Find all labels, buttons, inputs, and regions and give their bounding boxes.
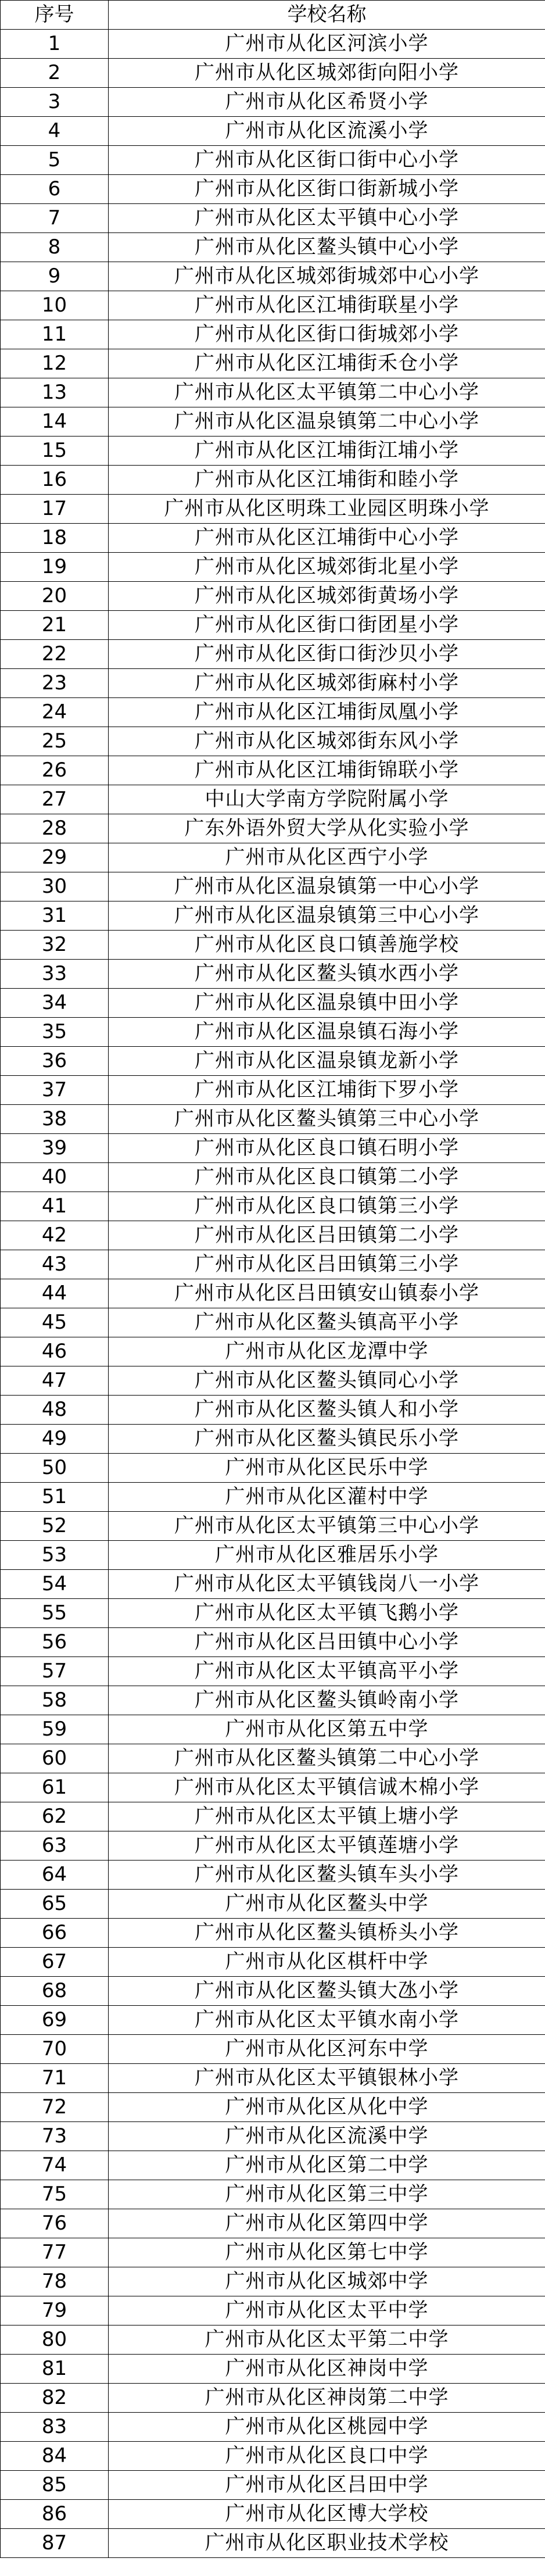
table-row <box>1 611 545 640</box>
row-index: 12 <box>1 349 109 378</box>
row-school-name: 广州市从化区江埔街和睦小学 <box>109 466 545 495</box>
row-index: 22 <box>1 640 109 669</box>
table-row <box>1 117 545 146</box>
row-school-name: 广州市从化区河滨小学 <box>109 30 545 59</box>
row-index: 39 <box>1 1134 109 1163</box>
table-row <box>1 349 545 378</box>
row-school-name: 广州市从化区鳌头镇水西小学 <box>109 960 545 989</box>
table-row <box>1 960 545 989</box>
row-index: 65 <box>1 1890 109 1919</box>
table-row <box>1 1076 545 1105</box>
row-school-name: 广州市从化区民乐中学 <box>109 1454 545 1483</box>
table-row <box>1 1831 545 1861</box>
table-row <box>1 553 545 582</box>
table-row <box>1 2471 545 2500</box>
table-row <box>1 1337 545 1366</box>
row-school-name: 广州市从化区鳌头镇民乐小学 <box>109 1425 545 1454</box>
row-index: 18 <box>1 524 109 553</box>
row-school-name: 广州市从化区博大学校 <box>109 2500 545 2529</box>
table-row <box>1 901 545 931</box>
row-school-name: 广州市从化区太平第二中学 <box>109 2325 545 2355</box>
row-school-name: 广州市从化区鳌头镇高平小学 <box>109 1308 545 1337</box>
row-index: 55 <box>1 1599 109 1628</box>
row-index: 78 <box>1 2267 109 2296</box>
table-row <box>1 843 545 872</box>
row-school-name: 广州市从化区西宁小学 <box>109 843 545 872</box>
row-school-name: 广东外语外贸大学从化实验小学 <box>109 814 545 843</box>
row-index: 61 <box>1 1773 109 1802</box>
row-index: 15 <box>1 437 109 466</box>
row-index: 4 <box>1 117 109 146</box>
row-index: 35 <box>1 1018 109 1047</box>
row-school-name: 广州市从化区城郊街城郊中心小学 <box>109 262 545 291</box>
row-school-name: 广州市从化区鳌头镇第三中心小学 <box>109 1105 545 1134</box>
row-index: 7 <box>1 204 109 233</box>
row-index: 83 <box>1 2413 109 2442</box>
row-index: 40 <box>1 1163 109 1192</box>
table-row <box>1 2529 545 2558</box>
row-index: 66 <box>1 1919 109 1948</box>
row-school-name: 广州市从化区太平镇莲塘小学 <box>109 1831 545 1861</box>
row-index: 87 <box>1 2529 109 2558</box>
table-row <box>1 2325 545 2355</box>
table-row <box>1 1105 545 1134</box>
table-row <box>1 2267 545 2296</box>
row-index: 58 <box>1 1686 109 1715</box>
table-row <box>1 872 545 901</box>
row-school-name: 广州市从化区鳌头镇大氹小学 <box>109 1977 545 2006</box>
row-school-name: 广州市从化区街口街团星小学 <box>109 611 545 640</box>
table-row <box>1 669 545 698</box>
row-school-name: 广州市从化区良口中学 <box>109 2442 545 2471</box>
row-school-name: 广州市从化区吕田镇中心小学 <box>109 1628 545 1657</box>
row-school-name: 广州市从化区神岗中学 <box>109 2355 545 2384</box>
row-index: 76 <box>1 2209 109 2238</box>
row-index: 24 <box>1 698 109 727</box>
row-school-name: 广州市从化区吕田镇第三小学 <box>109 1250 545 1279</box>
row-index: 30 <box>1 872 109 901</box>
table-row <box>1 1279 545 1308</box>
row-index: 80 <box>1 2325 109 2355</box>
row-index: 77 <box>1 2238 109 2267</box>
table-row <box>1 1308 545 1337</box>
row-index: 29 <box>1 843 109 872</box>
row-index: 13 <box>1 378 109 407</box>
table-row <box>1 2500 545 2529</box>
table-row <box>1 1134 545 1163</box>
row-index: 54 <box>1 1570 109 1599</box>
table-row <box>1 1948 545 1977</box>
row-school-name: 广州市从化区职业技术学校 <box>109 2529 545 2558</box>
row-index: 11 <box>1 320 109 349</box>
row-school-name: 广州市从化区吕田镇第二小学 <box>109 1221 545 1250</box>
table-row <box>1 814 545 843</box>
row-school-name: 广州市从化区温泉镇第二中心小学 <box>109 407 545 437</box>
row-school-name: 广州市从化区良口镇善施学校 <box>109 931 545 960</box>
table-row <box>1 989 545 1018</box>
row-index: 27 <box>1 785 109 814</box>
row-school-name: 广州市从化区城郊街向阳小学 <box>109 59 545 88</box>
row-index: 56 <box>1 1628 109 1657</box>
row-index: 47 <box>1 1366 109 1396</box>
row-index: 71 <box>1 2064 109 2093</box>
header-school-name: 学校名称 <box>109 1 545 30</box>
row-school-name: 广州市从化区江埔街中心小学 <box>109 524 545 553</box>
row-school-name: 广州市从化区第二中学 <box>109 2151 545 2180</box>
table-row <box>1 1047 545 1076</box>
row-school-name: 广州市从化区太平镇第二中心小学 <box>109 378 545 407</box>
row-school-name: 广州市从化区温泉镇石海小学 <box>109 1018 545 1047</box>
row-school-name: 广州市从化区街口街沙贝小学 <box>109 640 545 669</box>
table-row <box>1 2093 545 2122</box>
row-index: 42 <box>1 1221 109 1250</box>
row-school-name: 广州市从化区江埔街下罗小学 <box>109 1076 545 1105</box>
row-index: 45 <box>1 1308 109 1337</box>
row-index: 50 <box>1 1454 109 1483</box>
row-index: 43 <box>1 1250 109 1279</box>
row-school-name: 广州市从化区太平镇银林小学 <box>109 2064 545 2093</box>
table-row <box>1 466 545 495</box>
table-row <box>1 1715 545 1744</box>
row-school-name: 广州市从化区太平镇水南小学 <box>109 2006 545 2035</box>
row-index: 52 <box>1 1512 109 1541</box>
row-index: 63 <box>1 1831 109 1861</box>
table-row <box>1 146 545 175</box>
row-school-name: 广州市从化区太平中学 <box>109 2296 545 2325</box>
row-index: 75 <box>1 2180 109 2209</box>
table-row <box>1 204 545 233</box>
row-index: 14 <box>1 407 109 437</box>
row-index: 8 <box>1 233 109 262</box>
row-index: 37 <box>1 1076 109 1105</box>
row-index: 60 <box>1 1744 109 1773</box>
row-school-name: 广州市从化区城郊街黄场小学 <box>109 582 545 611</box>
table-row <box>1 2238 545 2267</box>
row-index: 9 <box>1 262 109 291</box>
table-row <box>1 2006 545 2035</box>
table-row <box>1 2355 545 2384</box>
table-row <box>1 1512 545 1541</box>
row-index: 36 <box>1 1047 109 1076</box>
row-index: 57 <box>1 1657 109 1686</box>
row-index: 10 <box>1 291 109 320</box>
table-row <box>1 320 545 349</box>
row-school-name: 广州市从化区鳌头镇人和小学 <box>109 1396 545 1425</box>
row-index: 6 <box>1 175 109 204</box>
table-row <box>1 1425 545 1454</box>
row-school-name: 广州市从化区太平镇第三中心小学 <box>109 1512 545 1541</box>
row-index: 16 <box>1 466 109 495</box>
table-row <box>1 2413 545 2442</box>
row-school-name: 广州市从化区太平镇信诚木棉小学 <box>109 1773 545 1802</box>
table-row <box>1 175 545 204</box>
table-row <box>1 1861 545 1890</box>
table-row <box>1 785 545 814</box>
row-index: 72 <box>1 2093 109 2122</box>
row-school-name: 广州市从化区灌村中学 <box>109 1483 545 1512</box>
row-index: 82 <box>1 2384 109 2413</box>
table-row <box>1 1396 545 1425</box>
table-row <box>1 88 545 117</box>
row-school-name: 广州市从化区城郊街东风小学 <box>109 727 545 756</box>
table-row <box>1 1744 545 1773</box>
row-index: 31 <box>1 901 109 931</box>
row-index: 20 <box>1 582 109 611</box>
row-index: 74 <box>1 2151 109 2180</box>
table-row <box>1 59 545 88</box>
table-row <box>1 1366 545 1396</box>
table-row <box>1 495 545 524</box>
row-index: 73 <box>1 2122 109 2151</box>
table-row <box>1 233 545 262</box>
row-index: 46 <box>1 1337 109 1366</box>
table-row <box>1 2151 545 2180</box>
row-index: 19 <box>1 553 109 582</box>
table-row <box>1 2442 545 2471</box>
row-index: 33 <box>1 960 109 989</box>
row-school-name: 广州市从化区太平镇高平小学 <box>109 1657 545 1686</box>
row-index: 28 <box>1 814 109 843</box>
row-school-name: 广州市从化区鳌头镇第二中心小学 <box>109 1744 545 1773</box>
table-row <box>1 727 545 756</box>
row-index: 51 <box>1 1483 109 1512</box>
table-row <box>1 582 545 611</box>
table-row <box>1 262 545 291</box>
row-index: 3 <box>1 88 109 117</box>
row-school-name: 广州市从化区桃园中学 <box>109 2413 545 2442</box>
row-school-name: 广州市从化区神岗第二中学 <box>109 2384 545 2413</box>
row-school-name: 广州市从化区太平镇上塘小学 <box>109 1802 545 1831</box>
row-school-name: 广州市从化区温泉镇龙新小学 <box>109 1047 545 1076</box>
row-school-name: 广州市从化区棋杆中学 <box>109 1948 545 1977</box>
table-row <box>1 524 545 553</box>
row-index: 2 <box>1 59 109 88</box>
row-index: 81 <box>1 2355 109 2384</box>
row-index: 59 <box>1 1715 109 1744</box>
row-index: 86 <box>1 2500 109 2529</box>
row-school-name: 广州市从化区街口街新城小学 <box>109 175 545 204</box>
row-index: 34 <box>1 989 109 1018</box>
table-row <box>1 2035 545 2064</box>
table-row <box>1 1628 545 1657</box>
table-row <box>1 1773 545 1802</box>
row-school-name: 广州市从化区江埔街江埔小学 <box>109 437 545 466</box>
table-row <box>1 407 545 437</box>
row-school-name: 广州市从化区温泉镇第一中心小学 <box>109 872 545 901</box>
table-row <box>1 1657 545 1686</box>
row-index: 21 <box>1 611 109 640</box>
row-index: 79 <box>1 2296 109 2325</box>
row-index: 1 <box>1 30 109 59</box>
table-row <box>1 1570 545 1599</box>
row-school-name: 广州市从化区希贤小学 <box>109 88 545 117</box>
row-index: 70 <box>1 2035 109 2064</box>
row-index: 23 <box>1 669 109 698</box>
table-row <box>1 1163 545 1192</box>
row-index: 41 <box>1 1192 109 1221</box>
table-row <box>1 378 545 407</box>
row-school-name: 广州市从化区第三中学 <box>109 2180 545 2209</box>
row-school-name: 广州市从化区江埔街凤凰小学 <box>109 698 545 727</box>
row-school-name: 中山大学南方学院附属小学 <box>109 785 545 814</box>
table-row <box>1 1454 545 1483</box>
row-school-name: 广州市从化区良口镇第二小学 <box>109 1163 545 1192</box>
table-row <box>1 2384 545 2413</box>
row-index: 25 <box>1 727 109 756</box>
row-index: 69 <box>1 2006 109 2035</box>
table-row <box>1 437 545 466</box>
row-school-name: 广州市从化区从化中学 <box>109 2093 545 2122</box>
header-index: 序号 <box>1 1 109 30</box>
row-school-name: 广州市从化区城郊街北星小学 <box>109 553 545 582</box>
row-school-name: 广州市从化区江埔街联星小学 <box>109 291 545 320</box>
row-school-name: 广州市从化区江埔街禾仓小学 <box>109 349 545 378</box>
row-index: 62 <box>1 1802 109 1831</box>
table-row <box>1 1802 545 1831</box>
row-index: 53 <box>1 1541 109 1570</box>
row-school-name: 广州市从化区鳌头中学 <box>109 1890 545 1919</box>
row-school-name: 广州市从化区河东中学 <box>109 2035 545 2064</box>
row-school-name: 广州市从化区第四中学 <box>109 2209 545 2238</box>
table-row <box>1 1221 545 1250</box>
row-school-name: 广州市从化区街口街城郊小学 <box>109 320 545 349</box>
table-row <box>1 931 545 960</box>
row-school-name: 广州市从化区流溪小学 <box>109 117 545 146</box>
row-index: 38 <box>1 1105 109 1134</box>
table-row <box>1 30 545 59</box>
table-row <box>1 1018 545 1047</box>
row-school-name: 广州市从化区城郊街麻村小学 <box>109 669 545 698</box>
row-school-name: 广州市从化区城郊中学 <box>109 2267 545 2296</box>
row-school-name: 广州市从化区第五中学 <box>109 1715 545 1744</box>
table-row <box>1 1192 545 1221</box>
table-row <box>1 2209 545 2238</box>
row-index: 68 <box>1 1977 109 2006</box>
row-school-name: 广州市从化区街口街中心小学 <box>109 146 545 175</box>
table-row <box>1 1890 545 1919</box>
row-school-name: 广州市从化区鳌头镇桥头小学 <box>109 1919 545 1948</box>
row-school-name: 广州市从化区吕田镇安山镇泰小学 <box>109 1279 545 1308</box>
row-school-name: 广州市从化区太平镇中心小学 <box>109 204 545 233</box>
table-row <box>1 2180 545 2209</box>
row-index: 49 <box>1 1425 109 1454</box>
row-index: 48 <box>1 1396 109 1425</box>
table-row <box>1 756 545 785</box>
row-school-name: 广州市从化区鳌头镇中心小学 <box>109 233 545 262</box>
row-index: 85 <box>1 2471 109 2500</box>
row-school-name: 广州市从化区太平镇钱岗八一小学 <box>109 1570 545 1599</box>
table-row <box>1 2296 545 2325</box>
table-row <box>1 1977 545 2006</box>
table-row <box>1 1919 545 1948</box>
table-row <box>1 1686 545 1715</box>
table-row <box>1 2064 545 2093</box>
row-school-name: 广州市从化区雅居乐小学 <box>109 1541 545 1570</box>
row-school-name: 广州市从化区良口镇第三小学 <box>109 1192 545 1221</box>
header-row <box>1 1 545 30</box>
row-school-name: 广州市从化区流溪中学 <box>109 2122 545 2151</box>
row-school-name: 广州市从化区良口镇石明小学 <box>109 1134 545 1163</box>
row-index: 44 <box>1 1279 109 1308</box>
row-index: 5 <box>1 146 109 175</box>
row-school-name: 广州市从化区温泉镇第三中心小学 <box>109 901 545 931</box>
row-school-name: 广州市从化区鳌头镇岭南小学 <box>109 1686 545 1715</box>
row-school-name: 广州市从化区江埔街锦联小学 <box>109 756 545 785</box>
row-school-name: 广州市从化区鳌头镇同心小学 <box>109 1366 545 1396</box>
table-row <box>1 1599 545 1628</box>
row-school-name: 广州市从化区第七中学 <box>109 2238 545 2267</box>
row-school-name: 广州市从化区龙潭中学 <box>109 1337 545 1366</box>
table-row <box>1 1250 545 1279</box>
table-row <box>1 698 545 727</box>
row-school-name: 广州市从化区温泉镇中田小学 <box>109 989 545 1018</box>
row-index: 64 <box>1 1861 109 1890</box>
row-school-name: 广州市从化区鳌头镇车头小学 <box>109 1861 545 1890</box>
row-index: 26 <box>1 756 109 785</box>
table-row <box>1 1541 545 1570</box>
table-row <box>1 1483 545 1512</box>
table-row <box>1 291 545 320</box>
row-index: 32 <box>1 931 109 960</box>
row-index: 67 <box>1 1948 109 1977</box>
table-row <box>1 640 545 669</box>
row-school-name: 广州市从化区吕田中学 <box>109 2471 545 2500</box>
row-index: 84 <box>1 2442 109 2471</box>
table-row <box>1 2122 545 2151</box>
row-school-name: 广州市从化区明珠工业园区明珠小学 <box>109 495 545 524</box>
row-school-name: 广州市从化区太平镇飞鹅小学 <box>109 1599 545 1628</box>
row-index: 17 <box>1 495 109 524</box>
